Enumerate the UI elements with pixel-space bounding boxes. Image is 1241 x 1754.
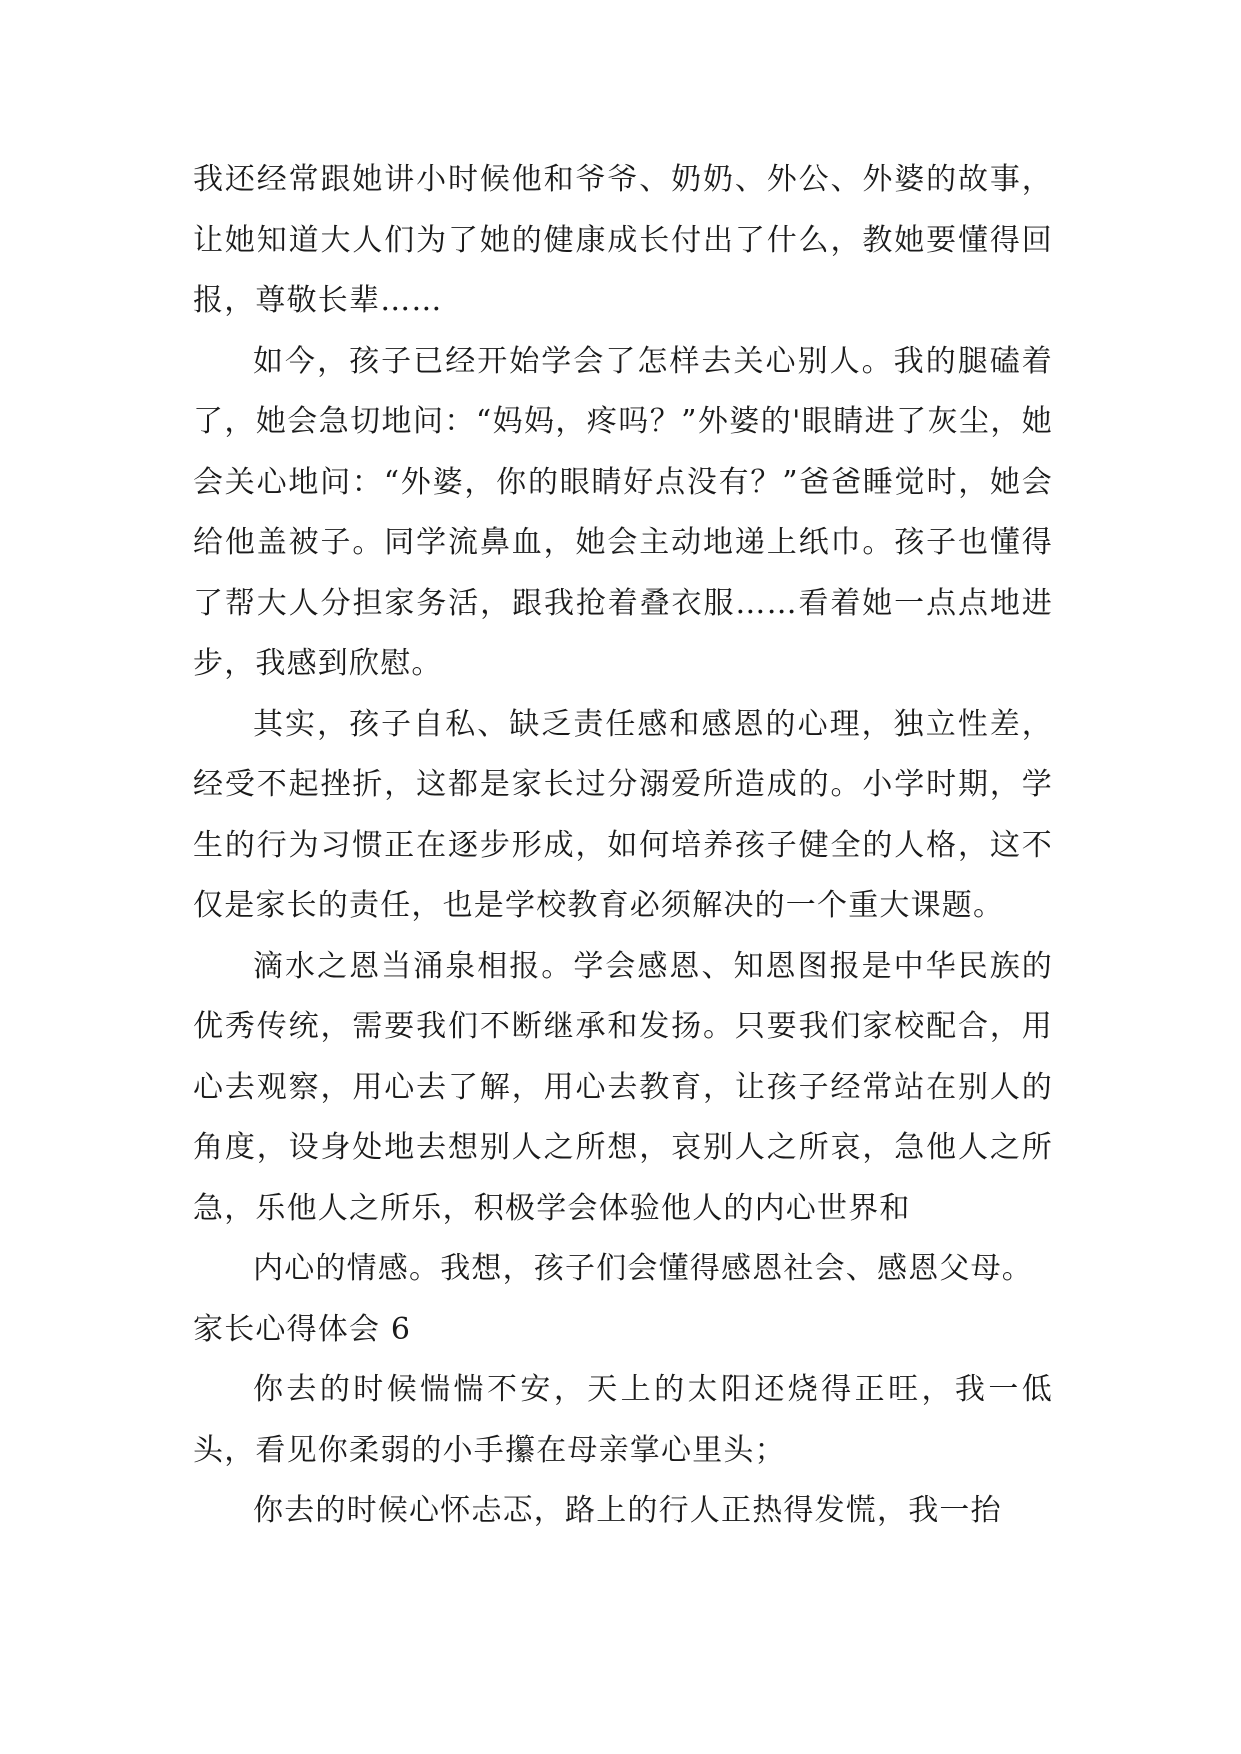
section-heading: 家长心得体会 6 (193, 1311, 412, 1347)
paragraph-gratitude-tradition: 滴水之恩当涌泉相报。学会感恩、知恩图报是中华民族的优秀传统，需要我们不断继承和发扬。只要我们家校配合，用心去观察，用心去了解，用心去教育，让孩子经常站在别人的角度，设身处地去想别人之所想，哀别人之所哀，急他人之所急，乐他人之所乐，积极学会体验他人的内心世界和 (193, 948, 1053, 1226)
document-body (193, 150, 1053, 1542)
paragraph-section6-first: 你去的时候惴惴不安，天上的太阳还烧得正旺，我一低头，看见你柔弱的小手攥在母亲掌心里头； (193, 1372, 1053, 1468)
paragraph-continuation: 我还经常跟她讲小时候他和爷爷、奶奶、外公、外婆的故事，让她知道大人们为了她的健康成长付出了什么，教她要懂得回报，尊敬长辈…… (193, 162, 1053, 318)
paragraph-conclusion: 内心的情感。我想，孩子们会懂得感恩社会、感恩父母。 (253, 1251, 1033, 1286)
paragraph-parent-responsibility: 其实，孩子自私、缺乏责任感和感恩的心理，独立性差，经受不起挫折，这都是家长过分溺爱所造成的。小学时期，学生的行为习惯正在逐步形成，如何培养孩子健全的人格，这不仅是家长的责任，也是学校教育必须解决的一个重大课题。 (193, 706, 1053, 923)
paragraph-child-caring: 如今，孩子已经开始学会了怎样去关心别人。我的腿磕着了，她会急切地问：“妈妈，疼吗？”外婆的'眼睛进了灰尘，她会关心地问：“外婆，你的眼睛好点没有？”爸爸睡觉时，她会给他盖被子。同学流鼻血，她会主动地递上纸巾。孩子也懂得了帮大人分担家务活，跟我抢着叠衣服……看着她一点点地进步，我感到欣慰。 (193, 343, 1053, 681)
paragraph-section6-second: 你去的时候心怀忐忑，路上的行人正热得发慌，我一抬 (253, 1493, 1002, 1528)
